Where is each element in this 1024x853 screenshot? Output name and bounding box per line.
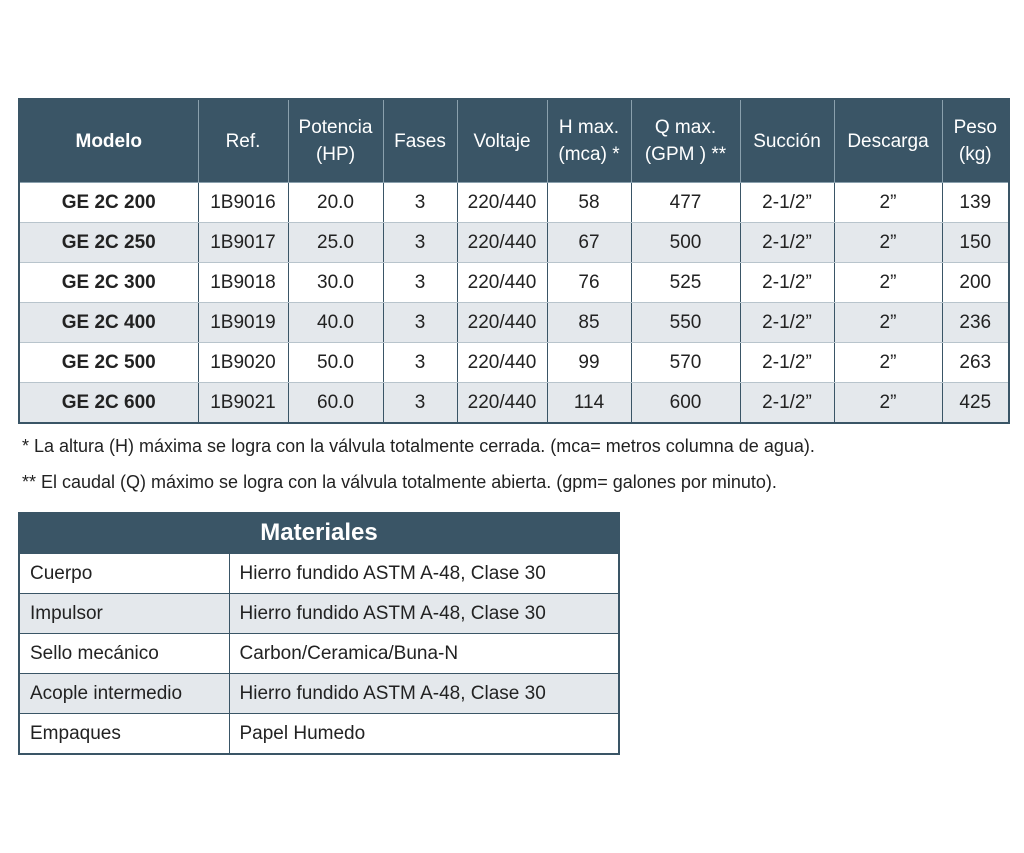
header-modelo-line: Modelo [75, 130, 142, 152]
cell-fases: 3 [383, 343, 457, 383]
cell-descarga: 2” [834, 383, 942, 424]
cell-voltaje: 220/440 [457, 183, 547, 223]
cell-voltaje: 220/440 [457, 383, 547, 424]
header-succion-line: Succión [753, 130, 821, 152]
materials-title: Materiales [19, 513, 619, 553]
material-part: Cuerpo [19, 553, 229, 594]
table-row [19, 223, 1009, 263]
material-part: Impulsor [19, 594, 229, 634]
cell-modelo: GE 2C 600 [19, 383, 198, 424]
header-descarga [834, 99, 942, 183]
material-part: Empaques [19, 714, 229, 755]
material-row [19, 674, 619, 714]
header-h-max-line: (mca) * [558, 144, 620, 165]
header-ref [198, 99, 288, 183]
cell-q-max: 500 [631, 223, 740, 263]
material-spec: Hierro fundido ASTM A-48, Clase 30 [229, 674, 619, 714]
material-spec: Carbon/Ceramica/Buna-N [229, 634, 619, 674]
cell-potencia: 60.0 [288, 383, 383, 424]
material-row [19, 594, 619, 634]
material-spec: Papel Humedo [229, 714, 619, 755]
cell-potencia: 30.0 [288, 263, 383, 303]
header-modelo [19, 99, 198, 183]
specs-body [19, 183, 1009, 424]
table-row [19, 183, 1009, 223]
table-row [19, 343, 1009, 383]
cell-succion: 2-1/2” [740, 343, 834, 383]
cell-peso: 236 [942, 303, 1009, 343]
material-spec: Hierro fundido ASTM A-48, Clase 30 [229, 553, 619, 594]
header-potencia [288, 99, 383, 183]
cell-q-max: 570 [631, 343, 740, 383]
cell-h-max: 99 [547, 343, 631, 383]
cell-q-max: 525 [631, 263, 740, 303]
header-q-max-line: Q max. [654, 117, 717, 138]
material-part: Sello mecánico [19, 634, 229, 674]
cell-descarga: 2” [834, 303, 942, 343]
cell-ref: 1B9018 [198, 263, 288, 303]
cell-peso: 139 [942, 183, 1009, 223]
cell-h-max: 58 [547, 183, 631, 223]
specs-header-row [19, 99, 1009, 183]
cell-q-max: 550 [631, 303, 740, 343]
cell-fases: 3 [383, 303, 457, 343]
cell-potencia: 50.0 [288, 343, 383, 383]
cell-descarga: 2” [834, 183, 942, 223]
material-row [19, 714, 619, 755]
header-h-max [547, 99, 631, 183]
cell-succion: 2-1/2” [740, 263, 834, 303]
cell-succion: 2-1/2” [740, 183, 834, 223]
cell-fases: 3 [383, 183, 457, 223]
table-row [19, 383, 1009, 424]
cell-h-max: 85 [547, 303, 631, 343]
header-fases [383, 99, 457, 183]
cell-voltaje: 220/440 [457, 343, 547, 383]
header-voltaje-line: Voltaje [473, 130, 531, 152]
cell-peso: 425 [942, 383, 1009, 424]
header-q-max-line: (GPM ) ** [644, 144, 727, 165]
cell-modelo: GE 2C 300 [19, 263, 198, 303]
material-part: Acople intermedio [19, 674, 229, 714]
cell-succion: 2-1/2” [740, 303, 834, 343]
cell-voltaje: 220/440 [457, 263, 547, 303]
cell-q-max: 600 [631, 383, 740, 424]
footnote-q-max: ** El caudal (Q) máximo se logra con la válvula totalmente abierta. (gpm= galones por minuto). [22, 472, 777, 492]
cell-descarga: 2” [834, 263, 942, 303]
cell-potencia: 20.0 [288, 183, 383, 223]
cell-ref: 1B9017 [198, 223, 288, 263]
cell-h-max: 76 [547, 263, 631, 303]
header-succion [740, 99, 834, 183]
cell-q-max: 477 [631, 183, 740, 223]
cell-ref: 1B9021 [198, 383, 288, 424]
cell-ref: 1B9020 [198, 343, 288, 383]
header-peso-line: (kg) [958, 144, 992, 165]
materials-table [18, 512, 620, 755]
materials-header-row [19, 513, 619, 553]
header-peso [942, 99, 1009, 183]
cell-fases: 3 [383, 223, 457, 263]
cell-succion: 2-1/2” [740, 223, 834, 263]
header-potencia-line: Potencia [298, 117, 373, 138]
material-row [19, 634, 619, 674]
table-row [19, 303, 1009, 343]
footnote-h-max: * La altura (H) máxima se logra con la válvula totalmente cerrada. (mca= metros columna de agua). [22, 436, 815, 456]
cell-fases: 3 [383, 383, 457, 424]
cell-modelo: GE 2C 500 [19, 343, 198, 383]
specs-table [18, 98, 1010, 424]
header-peso-line: Peso [953, 117, 997, 138]
header-potencia-line: (HP) [315, 144, 356, 165]
cell-peso: 263 [942, 343, 1009, 383]
header-descarga-line: Descarga [847, 130, 929, 152]
table-row [19, 263, 1009, 303]
cell-ref: 1B9016 [198, 183, 288, 223]
header-ref-line: Ref. [225, 130, 261, 152]
cell-descarga: 2” [834, 223, 942, 263]
material-row [19, 553, 619, 594]
cell-modelo: GE 2C 200 [19, 183, 198, 223]
cell-peso: 150 [942, 223, 1009, 263]
cell-fases: 3 [383, 263, 457, 303]
cell-ref: 1B9019 [198, 303, 288, 343]
cell-h-max: 67 [547, 223, 631, 263]
cell-voltaje: 220/440 [457, 223, 547, 263]
cell-potencia: 25.0 [288, 223, 383, 263]
header-q-max [631, 99, 740, 183]
materials-body [19, 553, 619, 754]
header-voltaje [457, 99, 547, 183]
cell-peso: 200 [942, 263, 1009, 303]
material-spec: Hierro fundido ASTM A-48, Clase 30 [229, 594, 619, 634]
cell-modelo: GE 2C 250 [19, 223, 198, 263]
cell-voltaje: 220/440 [457, 303, 547, 343]
header-h-max-line: H max. [558, 117, 620, 138]
header-fases-line: Fases [394, 130, 446, 152]
cell-h-max: 114 [547, 383, 631, 424]
cell-modelo: GE 2C 400 [19, 303, 198, 343]
cell-potencia: 40.0 [288, 303, 383, 343]
cell-descarga: 2” [834, 343, 942, 383]
cell-succion: 2-1/2” [740, 383, 834, 424]
